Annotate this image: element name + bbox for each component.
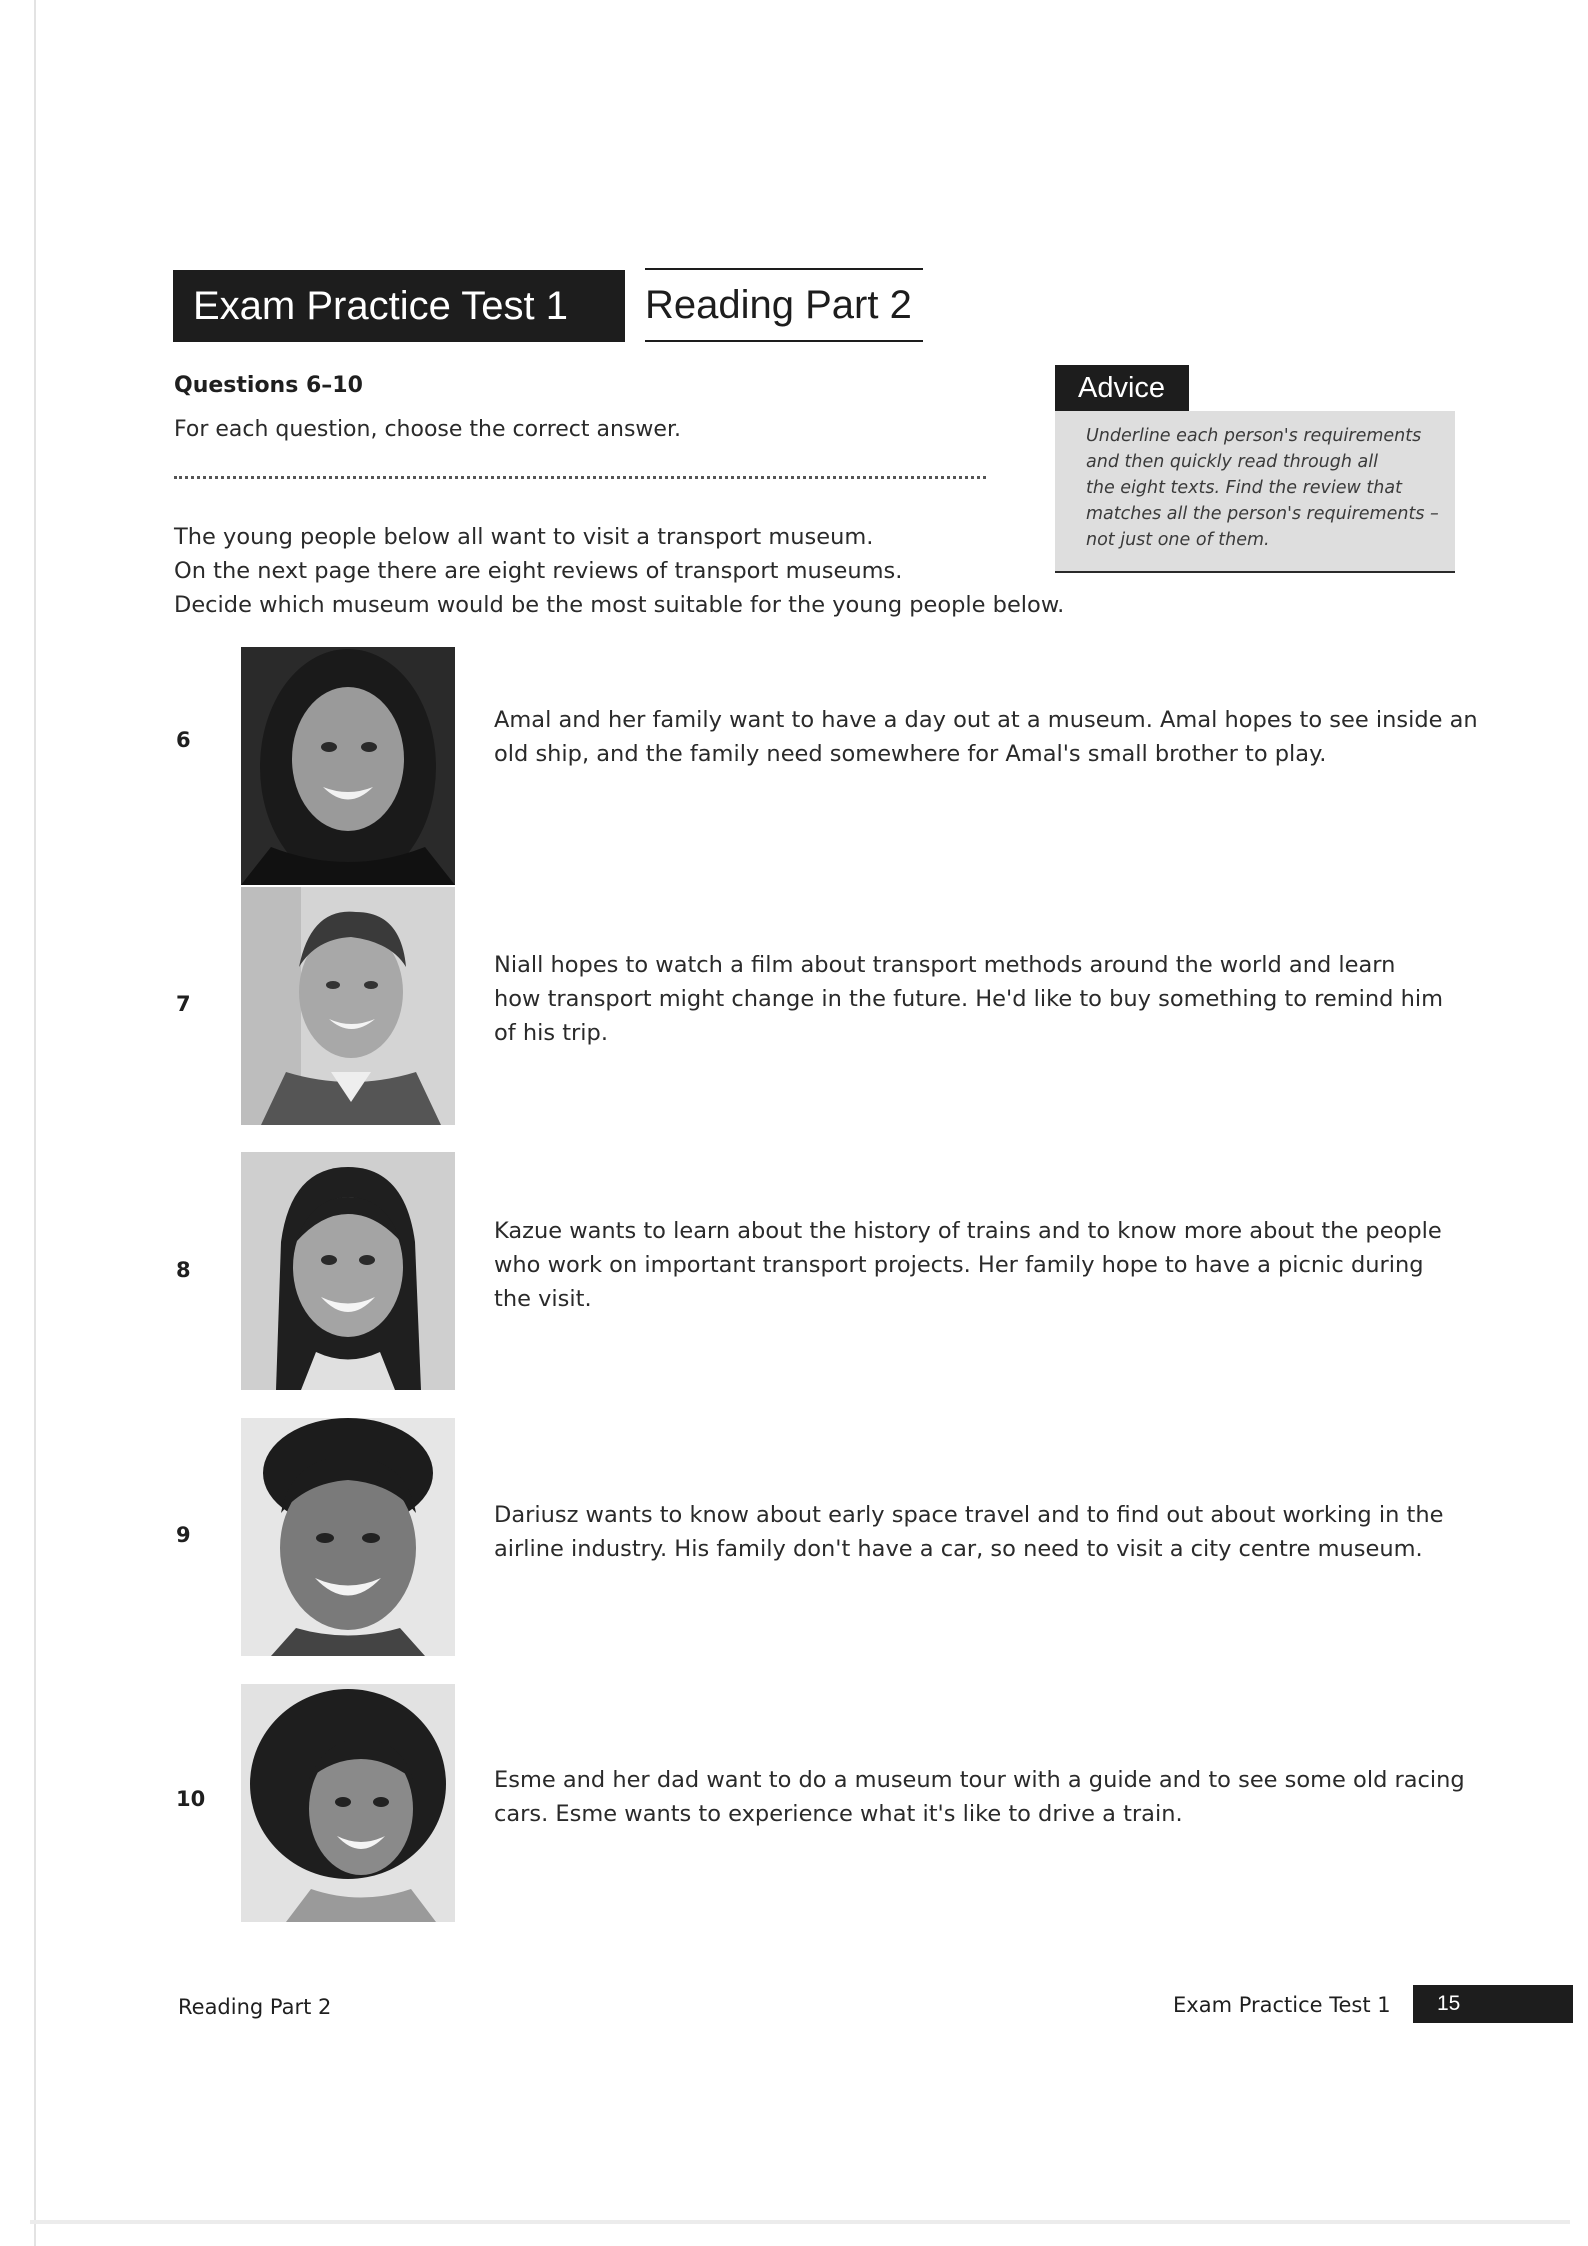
person-photo-amal bbox=[241, 647, 455, 885]
description-line: Niall hopes to watch a film about transport methods around the world and learn bbox=[494, 952, 1396, 978]
description-line: old ship, and the family need somewhere for Amal's small brother to play. bbox=[494, 741, 1327, 767]
portrait-image bbox=[241, 1152, 455, 1390]
description-line: Esme and her dad want to do a museum tour with a guide and to see some old racing bbox=[494, 1767, 1465, 1793]
person-description bbox=[494, 1214, 1464, 1316]
advice-line: matches all the person's requirements – bbox=[1086, 504, 1439, 524]
description-line: cars. Esme wants to experience what it's like to drive a train. bbox=[494, 1801, 1183, 1827]
advice-line: and then quickly read through all bbox=[1086, 452, 1378, 472]
portrait-image bbox=[241, 1684, 455, 1922]
question-number: 8 bbox=[176, 1258, 191, 1282]
intro-line: The young people below all want to visit a transport museum. bbox=[174, 524, 874, 550]
intro-line: On the next page there are eight reviews of transport museums. bbox=[174, 558, 903, 584]
advice-line: Underline each person's requirements bbox=[1086, 426, 1422, 446]
portrait-image bbox=[241, 647, 455, 885]
question-number: 9 bbox=[176, 1523, 191, 1547]
question-number: 7 bbox=[176, 992, 191, 1016]
section-title: Reading Part 2 bbox=[645, 268, 923, 342]
dotted-divider bbox=[174, 476, 986, 479]
person-description bbox=[494, 1498, 1464, 1566]
intro-line: Decide which museum would be the most suitable for the young people below. bbox=[174, 592, 1065, 618]
description-line: Amal and her family want to have a day out at a museum. Amal hopes to see inside an bbox=[494, 707, 1478, 733]
person-description bbox=[494, 1763, 1464, 1831]
advice-line: the eight texts. Find the review that bbox=[1086, 478, 1402, 498]
instruction-text: For each question, choose the correct answer. bbox=[174, 417, 681, 442]
question-number: 10 bbox=[176, 1787, 206, 1811]
description-line: Kazue wants to learn about the history of trains and to know more about the people bbox=[494, 1218, 1442, 1244]
person-description bbox=[494, 703, 1478, 771]
advice-box bbox=[1055, 411, 1455, 573]
footer-section-name: Reading Part 2 bbox=[178, 1995, 332, 2019]
description-line: the visit. bbox=[494, 1286, 592, 1312]
intro-paragraph bbox=[174, 520, 1064, 622]
description-line: Dariusz wants to know about early space travel and to find out about working in the bbox=[494, 1502, 1444, 1528]
person-description bbox=[494, 948, 1464, 1050]
description-line: who work on important transport projects. Her family hope to have a picnic during bbox=[494, 1252, 1424, 1278]
page-bottom-edge bbox=[30, 2220, 1570, 2224]
description-line: of his trip. bbox=[494, 1020, 608, 1046]
person-photo-kazue bbox=[241, 1152, 455, 1390]
description-line: how transport might change in the future. He'd like to buy something to remind him bbox=[494, 986, 1444, 1012]
person-photo-esme bbox=[241, 1684, 455, 1922]
footer-test-name: Exam Practice Test 1 bbox=[1173, 1993, 1391, 2017]
advice-text bbox=[1086, 423, 1441, 553]
portrait-image bbox=[241, 887, 455, 1125]
test-title-badge: Exam Practice Test 1 bbox=[173, 270, 625, 342]
question-number: 6 bbox=[176, 728, 191, 752]
person-photo-niall bbox=[241, 887, 455, 1125]
page-number-badge: 15 bbox=[1413, 1985, 1573, 2023]
description-line: airline industry. His family don't have a car, so need to visit a city centre museum. bbox=[494, 1536, 1423, 1562]
page-edge bbox=[34, 0, 36, 2246]
advice-line: not just one of them. bbox=[1086, 530, 1270, 550]
advice-label: Advice bbox=[1055, 365, 1189, 411]
portrait-image bbox=[241, 1418, 455, 1656]
person-photo-dariusz bbox=[241, 1418, 455, 1656]
questions-range: Questions 6–10 bbox=[174, 373, 363, 398]
